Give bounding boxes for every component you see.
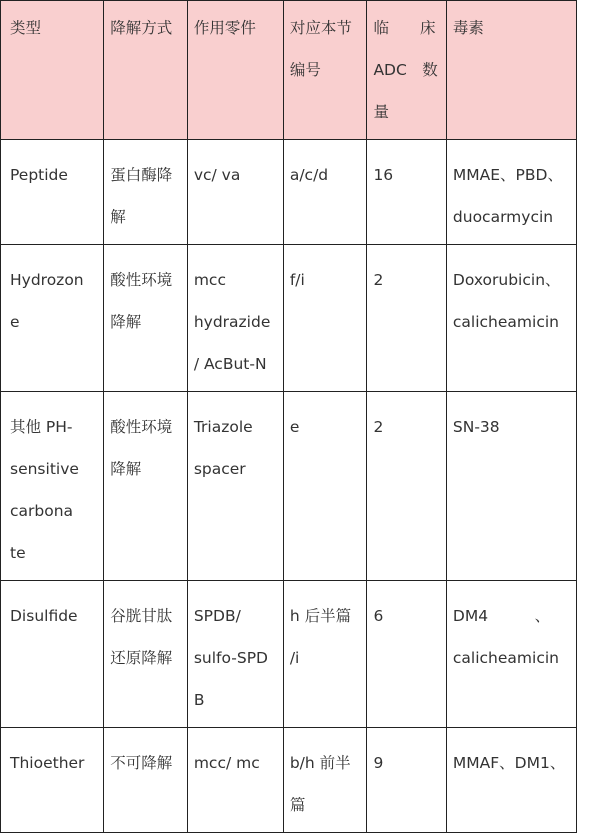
cell-clinical-count <box>367 140 446 245</box>
cell-line: 降解方式 <box>110 19 173 37</box>
cell-cleavage <box>104 140 188 245</box>
header-clinical-count <box>367 1 446 140</box>
cell-line: 编号 <box>289 61 321 79</box>
cell-line: spacer <box>193 460 246 478</box>
cell-line: 临 床 <box>373 19 436 37</box>
cell-line: 6 <box>373 607 384 625</box>
table-row <box>1 728 577 833</box>
cell-cleavage <box>104 245 188 392</box>
cell-type <box>1 245 104 392</box>
cell-line: hydrazide <box>193 313 271 331</box>
cell-line: 降解 <box>110 313 142 331</box>
cell-cleavage <box>104 728 188 833</box>
cell-line: 16 <box>373 166 394 184</box>
cell-toxin <box>446 392 576 581</box>
cell-line: / AcBut-N <box>193 355 267 373</box>
cell-toxin <box>446 140 576 245</box>
cell-line: carbona <box>10 502 74 520</box>
cell-line: e <box>289 418 300 436</box>
cell-line: 不可降解 <box>110 754 173 772</box>
header-section <box>283 1 367 140</box>
table-row <box>1 245 577 392</box>
cell-line: 酸性环境 <box>110 418 173 436</box>
cell-line: Peptide <box>10 166 68 184</box>
cell-toxin <box>446 581 576 728</box>
header-type <box>1 1 104 140</box>
cell-clinical-count <box>367 728 446 833</box>
cell-line: SPDB/ <box>193 607 241 625</box>
cell-cleavage <box>104 392 188 581</box>
cell-line: 篇 <box>289 796 306 814</box>
cell-line: Hydrozon <box>10 271 84 289</box>
cell-line: calicheamicin <box>452 313 559 331</box>
cell-line: 作用零件 <box>193 19 256 37</box>
cell-line: 类型 <box>10 19 42 37</box>
cell-line: ADC 数 <box>373 61 438 79</box>
cell-type <box>1 392 104 581</box>
cell-type <box>1 728 104 833</box>
table-header-row <box>1 1 577 140</box>
cell-line: mcc <box>193 271 226 289</box>
cell-line: MMAE、PBD、 <box>452 166 563 184</box>
cell-line: mcc/ mc <box>193 754 260 772</box>
cell-line: 降解 <box>110 460 142 478</box>
cell-type <box>1 581 104 728</box>
cell-line: 蛋白酶降 <box>110 166 173 184</box>
header-toxin <box>446 1 576 140</box>
cell-line: MMAF、DM1、 <box>452 754 566 772</box>
cell-line: e <box>10 313 20 331</box>
cell-clinical-count <box>367 245 446 392</box>
cell-parts <box>187 245 283 392</box>
cell-line: 解 <box>110 208 126 226</box>
header-parts <box>187 1 283 140</box>
cell-line: 9 <box>373 754 384 772</box>
cell-line: /i <box>289 649 300 667</box>
cell-clinical-count <box>367 581 446 728</box>
cell-parts <box>187 140 283 245</box>
cell-line: 还原降解 <box>110 649 173 667</box>
cell-line: 2 <box>373 271 384 289</box>
table-row <box>1 140 577 245</box>
cell-line: Doxorubicin、 <box>452 271 561 289</box>
cell-line: sensitive <box>10 460 79 478</box>
cell-line: B <box>193 691 205 709</box>
cell-parts <box>187 581 283 728</box>
cell-line: 量 <box>373 103 389 121</box>
cell-type <box>1 140 104 245</box>
cell-line: f/i <box>289 271 305 289</box>
cell-line: duocarmycin <box>452 208 554 226</box>
cell-line: SN-38 <box>452 418 500 436</box>
cell-line: a/c/d <box>289 166 329 184</box>
cell-section <box>283 392 367 581</box>
cell-section <box>283 140 367 245</box>
cell-line: 酸性环境 <box>110 271 173 289</box>
cell-line: calicheamicin <box>452 649 559 667</box>
cell-line: 毒素 <box>452 19 484 37</box>
cell-line: DM4 、 <box>452 607 551 625</box>
cell-section <box>283 728 367 833</box>
cell-line: Thioether <box>10 754 85 772</box>
cell-toxin <box>446 245 576 392</box>
cell-line: 对应本节 <box>289 19 352 37</box>
cell-line: vc/ va <box>193 166 241 184</box>
cell-parts <box>187 392 283 581</box>
table-row <box>1 581 577 728</box>
cell-line: Disulfide <box>10 607 78 625</box>
cell-section <box>283 581 367 728</box>
cell-cleavage <box>104 581 188 728</box>
header-cleavage <box>104 1 188 140</box>
cell-line: h 后半篇 <box>289 607 352 625</box>
cell-clinical-count <box>367 392 446 581</box>
cell-parts <box>187 728 283 833</box>
cell-line: 2 <box>373 418 384 436</box>
cell-line: b/h 前半 <box>289 754 351 772</box>
cell-line: 谷胱甘肽 <box>110 607 173 625</box>
cell-line: Triazole <box>193 418 253 436</box>
cell-section <box>283 245 367 392</box>
table-row <box>1 392 577 581</box>
cell-line: te <box>10 544 26 562</box>
cell-line: sulfo-SPD <box>193 649 268 667</box>
cell-toxin <box>446 728 576 833</box>
cell-line: 其他 PH- <box>10 418 73 436</box>
